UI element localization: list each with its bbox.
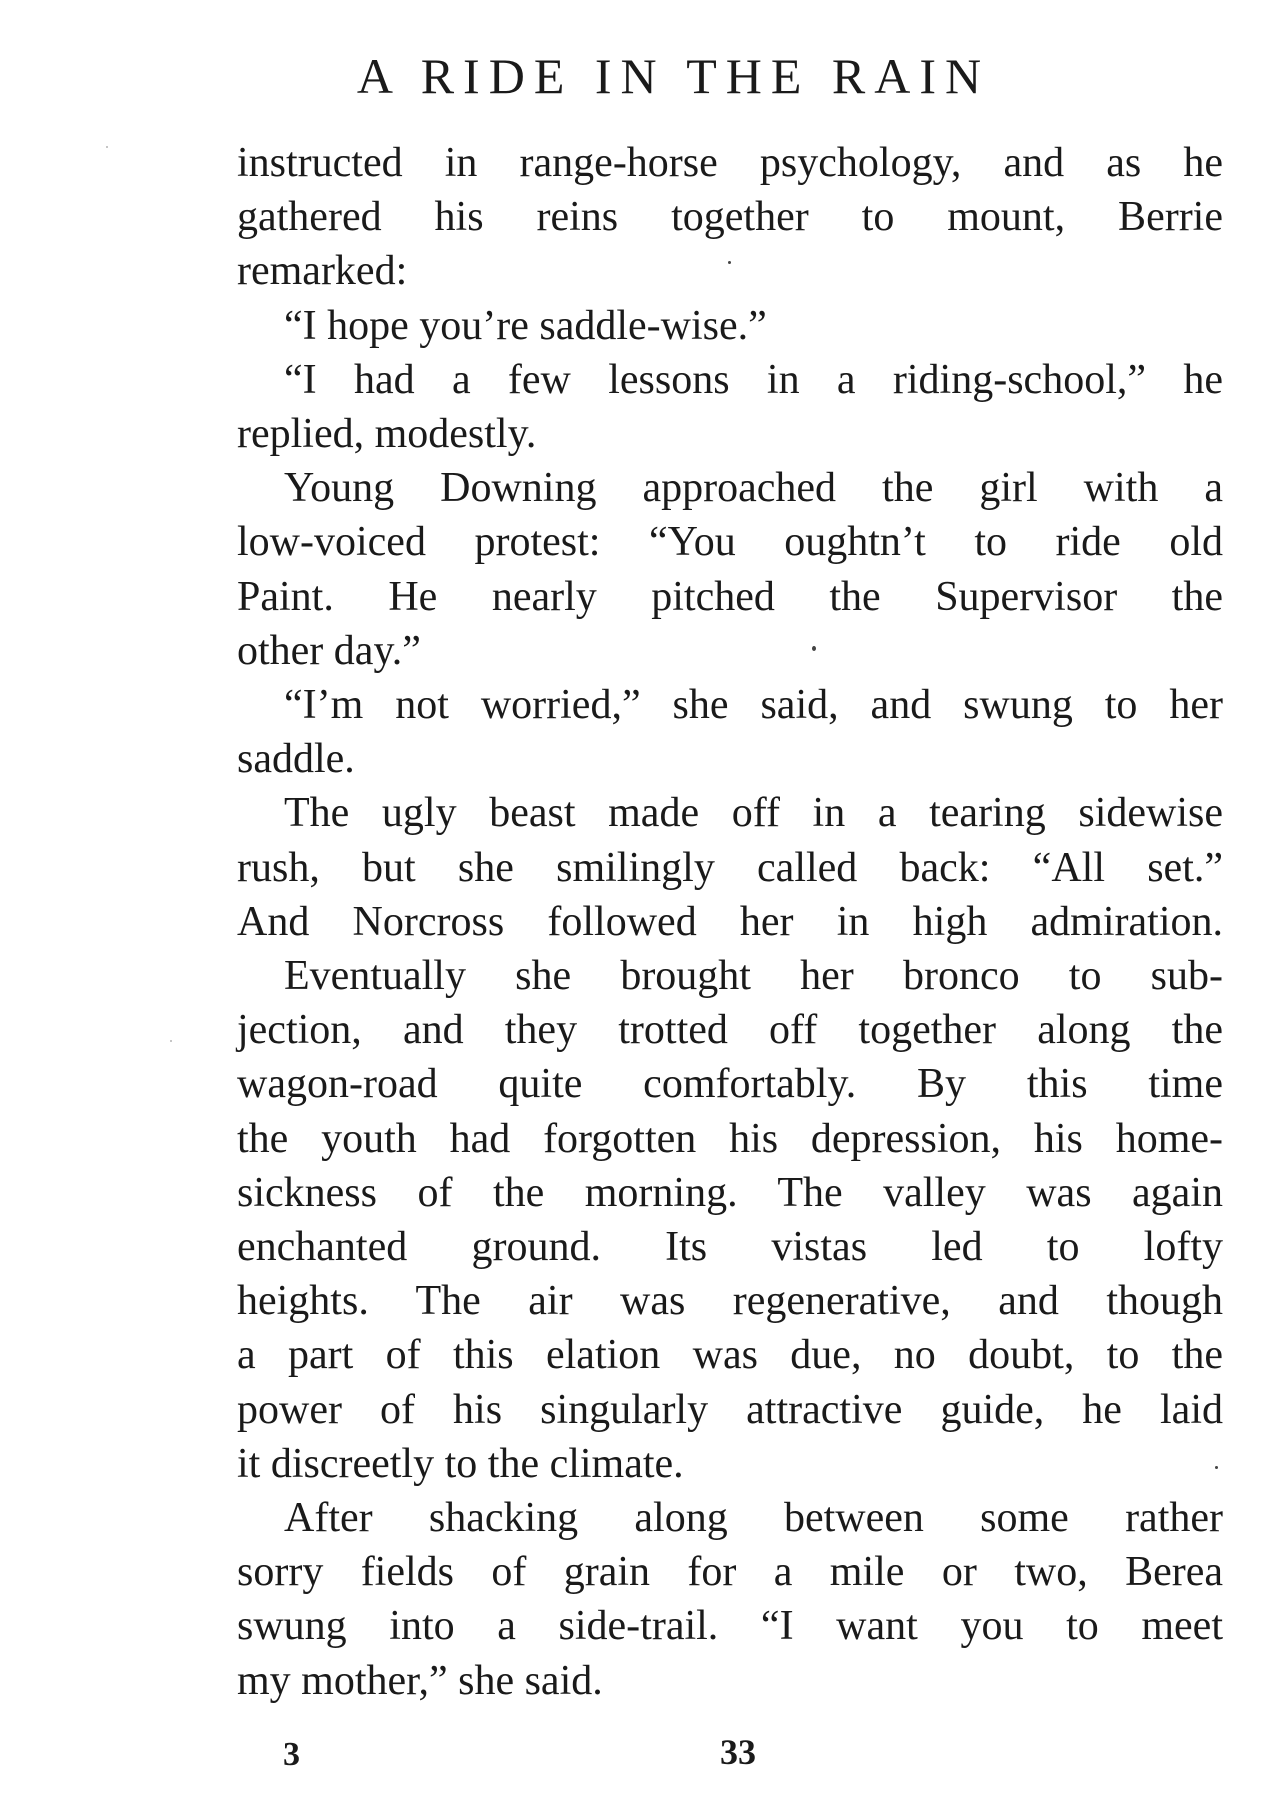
text-line: jection, and they trotted off together along the [237, 1007, 1223, 1054]
paragraph [237, 299, 1223, 353]
paragraph [237, 1491, 1223, 1708]
text-line: instructed in range-horse psychology, and as he [237, 140, 1223, 186]
print-speck [812, 646, 816, 651]
text-line: “I hope you’re saddle-wise.” [284, 302, 767, 349]
text-line: wagon-road quite comfortably. By this time [237, 1061, 1223, 1108]
print-speck [106, 146, 108, 148]
text-line: replied, modestly. [237, 411, 537, 458]
paragraph [237, 678, 1223, 786]
signature-mark: 3 [283, 1736, 300, 1773]
running-head: A RIDE IN THE RAIN [356, 48, 991, 104]
text-line: gathered his reins together to mount, Berrie [237, 194, 1223, 241]
text-line: The ugly beast made off in a tearing sidewise [284, 790, 1223, 837]
text-line: Eventually she brought her bronco to sub- [284, 953, 1223, 1000]
page-number: 33 [720, 1732, 756, 1772]
text-line: And Norcross followed her in high admiration. [237, 898, 1223, 945]
text-line: rush, but she smilingly called back: “All set.” [237, 844, 1223, 891]
text-line: other day.” [237, 627, 421, 674]
text-line: sorry fields of grain for a mile or two, Berea [237, 1549, 1223, 1596]
print-speck [728, 261, 731, 264]
text-line: sickness of the morning. The valley was again [237, 1169, 1223, 1216]
text-line: it discreetly to the climate. [237, 1440, 684, 1487]
paragraph [237, 353, 1223, 461]
text-line: Paint. He nearly pitched the Supervisor the [237, 573, 1223, 620]
text-line: the youth had forgotten his depression, his home- [237, 1115, 1223, 1162]
paragraph [237, 461, 1223, 678]
body-text [237, 136, 1223, 1708]
paragraph [237, 949, 1223, 1491]
text-line: heights. The air was regenerative, and though [237, 1278, 1223, 1325]
text-line: Young Downing approached the girl with a [284, 465, 1223, 512]
text-line: enchanted ground. Its vistas led to lofty [237, 1224, 1223, 1271]
print-speck [170, 1040, 172, 1042]
text-line: saddle. [237, 736, 355, 783]
text-line: “I had a few lessons in a riding-school,” he [284, 356, 1223, 403]
text-line: remarked: [237, 248, 408, 295]
text-line: “I’m not worried,” she said, and swung to her [284, 682, 1223, 729]
paragraph [237, 136, 1223, 299]
text-line: power of his singularly attractive guide, he laid [237, 1386, 1223, 1433]
paragraph [237, 786, 1223, 949]
print-speck [1215, 1466, 1218, 1469]
text-line: low-voiced protest: “You oughtn’t to ride old [237, 519, 1223, 566]
text-line: swung into a side-trail. “I want you to meet [237, 1603, 1223, 1650]
text-line: a part of this elation was due, no doubt, to the [237, 1332, 1223, 1379]
text-line: After shacking along between some rather [284, 1495, 1223, 1542]
text-line: my mother,” she said. [237, 1657, 603, 1704]
